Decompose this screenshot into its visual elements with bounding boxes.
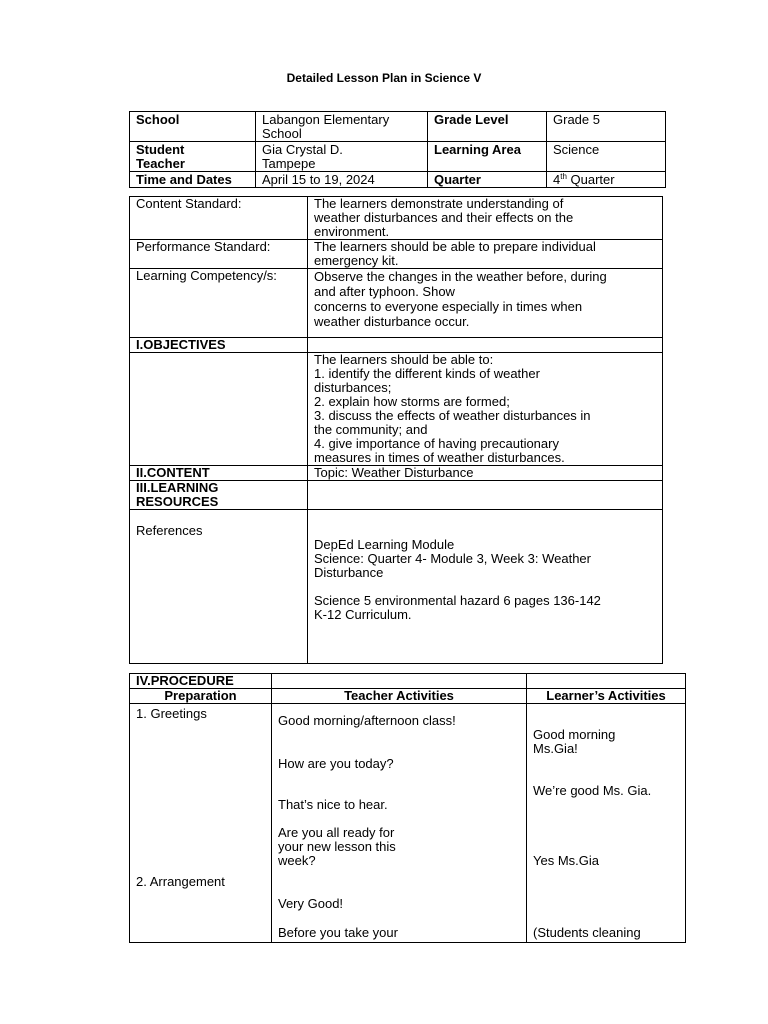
objectives-heading: I.OBJECTIVES [130, 338, 308, 353]
preparation-column-header: Preparation [130, 689, 272, 704]
learning-competency-label: Learning Competency/s: [130, 269, 308, 338]
learning-area-label: Learning Area [428, 142, 547, 172]
student-teacher-label: Student Teacher [130, 142, 256, 172]
procedure-heading-blank-2 [527, 674, 686, 689]
grade-level-value: Grade 5 [547, 112, 666, 142]
content-standard-value: The learners demonstrate understanding of weather disturbances and their effects on the environment. [308, 197, 663, 240]
teacher-greeting: Good morning/afternoon class! [278, 713, 456, 728]
teacher-instruction: Before you take your [278, 925, 398, 940]
teacher-ready-question: Are you all ready for your new lesson this week? [278, 825, 396, 868]
learning-competency-value: Observe the changes in the weather before, during and after typhoon. Show concerns to everyone especially in times when weather disturbance occur. [308, 269, 663, 338]
quarter-ordinal: th [560, 172, 567, 181]
content-section-heading: II.CONTENT [130, 466, 308, 481]
learning-resources-heading: III.LEARNING RESOURCES [130, 481, 308, 510]
student-teacher-value: Gia Crystal D. Tampepe [256, 142, 428, 172]
quarter-value [547, 172, 666, 188]
learner-cleaning: (Students cleaning [533, 925, 641, 940]
standards-table [129, 196, 663, 664]
learner-greeting: Good morning Ms.Gia! [533, 727, 616, 756]
time-dates-label: Time and Dates [130, 172, 256, 188]
objectives-list: The learners should be able to: 1. identify the different kinds of weather disturbances; 2. explain how storms are formed; 3. discuss the effects of weather disturbances in the community; and 4. give importance of having precautionary measures in times of weather disturbances. [308, 353, 663, 466]
learner-activities-column-header: Learner’s Activities [527, 689, 686, 704]
teacher-praise: Very Good! [278, 896, 344, 911]
page-title: Detailed Lesson Plan in Science V [286, 71, 482, 85]
preparation-cell [130, 704, 272, 943]
school-label: School [130, 112, 256, 142]
references-label: References [130, 510, 308, 664]
preparation-greetings: 1. Greetings [136, 706, 207, 721]
teacher-activities-cell [272, 704, 527, 943]
grade-level-label: Grade Level [428, 112, 547, 142]
learning-resources-blank [308, 481, 663, 510]
time-dates-value: April 15 to 19, 2024 [256, 172, 428, 188]
teacher-activities-column-header: Teacher Activities [272, 689, 527, 704]
teacher-question: How are you today? [278, 756, 394, 771]
content-standard-label: Content Standard: [130, 197, 308, 240]
learner-activities-cell [527, 704, 686, 943]
learner-ready-answer: Yes Ms.Gia [533, 853, 599, 868]
objectives-heading-blank [308, 338, 663, 353]
performance-standard-value: The learners should be able to prepare individual emergency kit. [308, 240, 663, 269]
teacher-response: That’s nice to hear. [278, 797, 388, 812]
school-value: Labangon Elementary School [256, 112, 428, 142]
references-value: DepEd Learning Module Science: Quarter 4- Module 3, Week 3: Weather Disturbance Science 5 environmental hazard 6 pages 136-142 K-12 Curriculum. [308, 510, 663, 664]
learner-response: We’re good Ms. Gia. [533, 783, 652, 798]
performance-standard-label: Performance Standard: [130, 240, 308, 269]
quarter-suffix: Quarter [566, 172, 615, 187]
objectives-blank [130, 353, 308, 466]
school-info-table [129, 111, 666, 188]
preparation-arrangement: 2. Arrangement [136, 874, 225, 889]
quarter-label: Quarter [428, 172, 547, 188]
content-topic: Topic: Weather Disturbance [308, 466, 663, 481]
learning-area-value: Science [547, 142, 666, 172]
quarter-number: 4 [553, 172, 561, 187]
procedure-heading-blank-1 [272, 674, 527, 689]
procedure-heading: IV.PROCEDURE [130, 674, 272, 689]
procedure-table [129, 673, 686, 943]
